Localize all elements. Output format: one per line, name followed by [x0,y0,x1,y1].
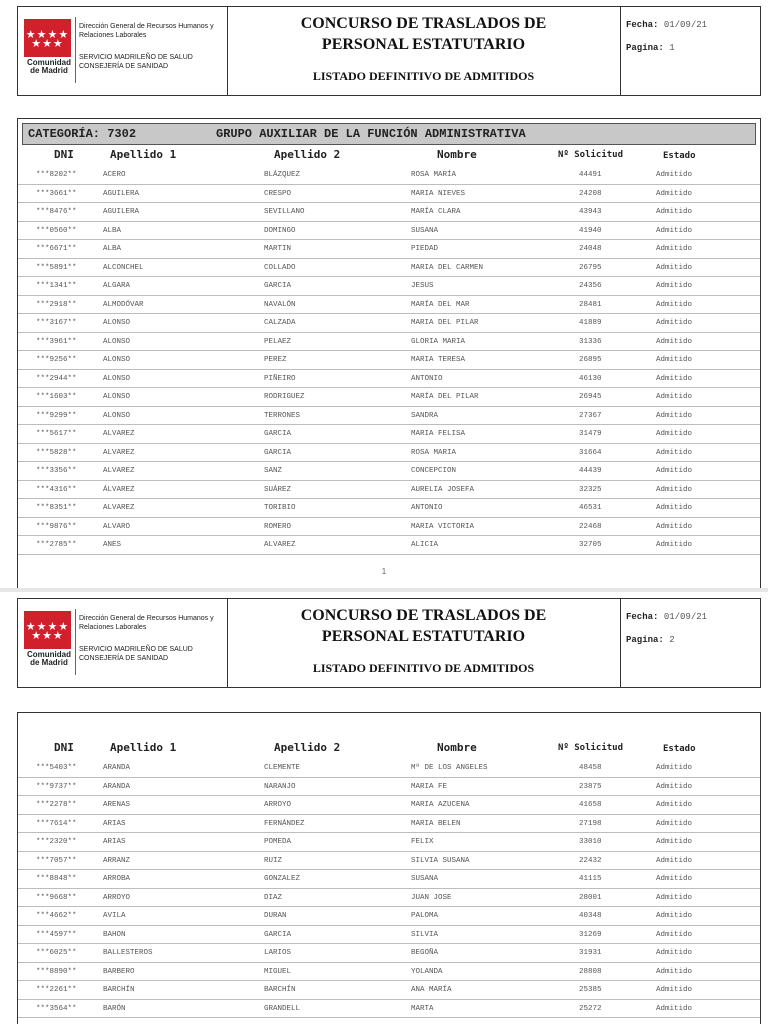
row-nombre: ANA MARÍA [411,986,452,994]
row-solicitud: 24208 [579,189,602,198]
row-apellido1: ALVAREZ [103,467,135,475]
col-estado: Estado [663,151,696,161]
row-apellido2: POMEDA [264,838,292,846]
row-apellido2: TERRONES [264,411,301,420]
info-cell [620,7,760,95]
row-solicitud: 40348 [579,912,602,920]
row-apellido1: ALVARO [103,522,131,531]
row-apellido2: PEREZ [264,356,287,364]
table-row [18,963,760,982]
row-dni: ***9668** [36,893,77,902]
table-row [18,536,760,555]
org-directorate: Dirección General de Recursos Humanos y Relaciones Laborales [79,23,214,39]
row-apellido2: DIAZ [264,893,283,902]
row-dni: ***3961** [36,337,77,346]
col-nombre: Nombre [437,148,477,161]
row-apellido1: BAHON [103,930,126,939]
row-estado: Admitido [656,764,693,772]
row-estado: Admitido [656,522,693,531]
row-apellido2: SEVILLANO [264,208,305,216]
page-header [17,598,761,688]
table-row [18,852,760,871]
category-group: GRUPO AUXILIAR DE LA FUNCIÓN ADMINISTRATIVA [216,127,526,141]
table-row [18,499,760,518]
row-apellido1: ALVAREZ [103,430,135,438]
row-nombre: GLORIA MARIA [411,337,466,346]
row-nombre: SILVIA [411,930,439,939]
row-dni: ***5891** [36,263,77,272]
row-dni: ***2261** [36,986,77,994]
row-nombre: PALOMA [411,912,439,920]
row-apellido2: GONZALEZ [264,875,301,883]
doc-title: CONCURSO DE TRASLADOS DE PERSONAL ESTATUTARIO [300,607,547,645]
table-row [18,981,760,1000]
row-nombre: SANDRA [411,411,439,420]
row-solicitud: 24048 [579,245,602,253]
row-apellido1: ALVAREZ [103,504,135,512]
document-page-2 [0,592,768,1024]
row-dni: ***8202** [36,171,77,179]
row-estado: Admitido [656,245,693,253]
row-solicitud: 43943 [579,208,602,216]
table-row [18,759,760,778]
category-code: CATEGORÍA: 7302 [28,127,137,141]
col-dni: DNI [54,148,74,161]
org-service: SERVICIO MADRILEÑO DE SALUD CONSEJERÍA DE SANIDAD [79,54,193,70]
title-cell [227,7,621,95]
row-apellido2: SANZ [264,467,283,475]
row-estado: Admitido [656,356,693,364]
admitted-list [17,712,761,1024]
row-dni: ***5828** [36,448,77,457]
row-estado: Admitido [656,374,693,383]
row-dni: ***4662** [36,912,77,920]
row-solicitud: 23875 [579,782,602,791]
row-estado: Admitido [656,337,693,346]
info-cell [620,599,760,687]
row-apellido2: ARROYO [264,801,292,809]
row-solicitud: 41115 [579,875,602,883]
pagina: Pagina: 1 [626,43,675,53]
row-nombre: MARÍA DEL PILAR [411,393,479,401]
row-nombre: JESUS [411,282,434,290]
row-estado: Admitido [656,541,693,549]
row-nombre: SILVIA SUSANA [411,856,470,865]
row-solicitud: 32705 [579,541,602,549]
table-row [18,778,760,797]
row-estado: Admitido [656,930,693,939]
table-row [18,889,760,908]
row-apellido2: GRANDELL [264,1004,301,1013]
row-estado: Admitido [656,504,693,512]
row-apellido2: NAVALÓN [264,300,296,309]
row-nombre: ROSA MARIA [411,448,457,457]
table-row [18,203,760,222]
table-row [18,518,760,537]
row-dni: ***8351** [36,504,77,512]
col-solicitud: Nº Solicitud [558,150,624,160]
row-apellido2: ROMERO [264,522,292,531]
logo-cell [18,599,228,687]
table-row [18,259,760,278]
row-apellido1: ALONSO [103,411,131,420]
row-nombre: ANTONIO [411,504,443,512]
row-apellido2: GARCIA [264,930,292,939]
row-solicitud: 41889 [579,319,602,327]
fecha: Fecha: 01/09/21 [626,612,708,622]
row-solicitud: 26895 [579,356,602,364]
table-row [18,222,760,241]
row-apellido1: BARÓN [103,1004,126,1013]
row-dni: ***9299** [36,411,77,420]
row-dni: ***8476** [36,208,77,216]
row-nombre: MARIA FELISA [411,430,466,438]
admitted-list [17,118,761,588]
col-apellido2: Apellido 2 [274,741,341,754]
row-apellido2: CALZADA [264,319,296,327]
row-apellido1: ARRANZ [103,856,131,865]
row-estado: Admitido [656,912,693,920]
row-nombre: ANTONIO [411,374,443,383]
title-cell [227,599,621,687]
category-bar [22,123,756,145]
comunidad-madrid-flag-logo: ★★★★ ★★★ [24,19,71,57]
row-solicitud: 28001 [579,893,602,902]
row-dni: ***3661** [36,189,77,198]
comunidad-madrid-flag-logo: ★★★★ ★★★ [24,611,71,649]
table-row [18,314,760,333]
row-apellido1: ARENAS [103,801,131,809]
row-apellido2: TORIBIO [264,504,296,512]
org-service: SERVICIO MADRILEÑO DE SALUD CONSEJERÍA DE SANIDAD [79,646,193,662]
row-nombre: MARIA TERESA [411,356,466,364]
row-apellido1: ACERO [103,171,126,179]
table-row [18,833,760,852]
row-apellido2: NARANJO [264,782,296,791]
row-nombre: SUSANA [411,875,439,883]
row-estado: Admitido [656,430,693,438]
row-estado: Admitido [656,467,693,475]
row-nombre: ALICIA [411,541,439,549]
row-dni: ***2320** [36,838,77,846]
col-dni: DNI [54,741,74,754]
row-apellido2: CLEMENTE [264,764,301,772]
row-apellido2: DOMINGO [264,226,296,235]
row-dni: ***5403** [36,764,77,772]
doc-subtitle: LISTADO DEFINITIVO DE ADMITIDOS [312,661,535,675]
col-solicitud: Nº Solicitud [558,743,624,753]
row-estado: Admitido [656,801,693,809]
row-solicitud: 26945 [579,393,602,401]
table-row [18,240,760,259]
col-apellido1: Apellido 1 [110,741,177,754]
row-solicitud: 41940 [579,226,602,235]
row-estado: Admitido [656,986,693,994]
row-estado: Admitido [656,226,693,235]
doc-title: CONCURSO DE TRASLADOS DE PERSONAL ESTATUTARIO [300,15,547,53]
row-solicitud: 26795 [579,263,602,272]
row-apellido2: MIGUEL [264,967,292,976]
fecha: Fecha: 01/09/21 [626,20,708,30]
row-nombre: SUSANA [411,226,439,235]
row-nombre: MARIA NIEVES [411,189,466,198]
table-row [18,277,760,296]
row-apellido1: ARROBA [103,875,131,883]
row-apellido2: RODRIGUEZ [264,393,305,401]
row-solicitud: 27367 [579,411,602,420]
row-apellido1: ALCONCHEL [103,263,144,272]
row-apellido1: ALONSO [103,337,131,346]
row-solicitud: 44491 [579,171,602,179]
row-solicitud: 46130 [579,374,602,383]
row-nombre: FELIX [411,838,434,846]
row-dni: ***7614** [36,819,77,828]
row-apellido2: SUÁREZ [264,485,292,494]
row-nombre: JUAN JOSE [411,893,452,902]
row-apellido1: ALBA [103,245,122,253]
col-nombre: Nombre [437,741,477,754]
row-nombre: MARIA FE [411,782,448,791]
table-row [18,370,760,389]
row-nombre: MARIA BELEN [411,819,461,828]
row-solicitud: 31931 [579,949,602,957]
row-apellido1: BARBERO [103,967,135,976]
page-footer-number: 1 [381,567,387,576]
row-estado: Admitido [656,208,693,216]
row-apellido1: ARANDA [103,764,131,772]
row-apellido1: ARROYO [103,893,131,902]
row-apellido2: DURAN [264,912,287,920]
row-estado: Admitido [656,856,693,865]
table-row [18,296,760,315]
row-nombre: MARIA AZUCENA [411,801,470,809]
table-row [18,351,760,370]
rows [18,166,760,555]
row-dni: ***8848** [36,875,77,883]
row-solicitud: 31664 [579,448,602,457]
row-apellido1: BALLESTEROS [103,949,153,957]
row-apellido2: FERNÁNDEZ [264,819,305,828]
row-solicitud: 25272 [579,1004,602,1013]
row-solicitud: 44439 [579,467,602,475]
row-apellido1: ALMODÓVAR [103,300,144,309]
doc-subtitle: LISTADO DEFINITIVO DE ADMITIDOS [312,69,535,83]
row-apellido2: ALVAREZ [264,541,296,549]
row-estado: Admitido [656,893,693,902]
row-nombre: YOLANDA [411,967,443,976]
row-estado: Admitido [656,448,693,457]
table-row [18,907,760,926]
row-dni: ***0560** [36,226,77,235]
row-nombre: Mª DE LOS ANGELES [411,764,488,772]
row-estado: Admitido [656,411,693,420]
row-solicitud: 32325 [579,485,602,494]
row-dni: ***3564** [36,1004,77,1013]
col-estado: Estado [663,744,696,754]
row-solicitud: 22468 [579,522,602,531]
row-estado: Admitido [656,782,693,791]
column-headers [18,741,760,759]
row-solicitud: 48458 [579,764,602,772]
row-estado: Admitido [656,393,693,401]
table-row [18,796,760,815]
row-solicitud: 41658 [579,801,602,809]
row-apellido2: BLÁZQUEZ [264,171,301,179]
logo-cell [18,7,228,95]
table-row [18,333,760,352]
row-estado: Admitido [656,949,693,957]
row-solicitud: 24356 [579,282,602,290]
row-dni: ***9256** [36,356,77,364]
row-apellido2: PIÑEIRO [264,374,296,383]
row-solicitud: 46531 [579,504,602,512]
table-row [18,815,760,834]
row-apellido1: ARANDA [103,782,131,791]
row-apellido1: ALGARA [103,282,131,290]
row-apellido2: GARCIA [264,448,292,457]
row-dni: ***5617** [36,430,77,438]
row-apellido1: ALONSO [103,393,131,401]
row-dni: ***3167** [36,319,77,327]
row-dni: ***8890** [36,967,77,976]
pagina: Pagina: 2 [626,635,675,645]
row-dni: ***3356** [36,467,77,475]
table-row [18,462,760,481]
row-nombre: MARÍA DEL MAR [411,300,470,309]
rows [18,759,760,1018]
row-estado: Admitido [656,171,693,179]
row-apellido2: COLLADO [264,263,296,272]
row-apellido1: AGUILERA [103,189,140,198]
row-dni: ***2918** [36,300,77,309]
row-nombre: ROSA MARÍA [411,171,457,179]
table-row [18,425,760,444]
row-estado: Admitido [656,319,693,327]
row-dni: ***4316** [36,485,77,494]
brand-name: Comunidad de Madrid [27,58,71,75]
row-dni: ***9737** [36,782,77,791]
row-apellido1: AGUILERA [103,208,140,216]
table-row [18,444,760,463]
table-row [18,926,760,945]
row-dni: ***2944** [36,374,77,383]
row-nombre: PIEDAD [411,245,439,253]
row-estado: Admitido [656,189,693,198]
row-estado: Admitido [656,819,693,828]
brand-name: Comunidad de Madrid [27,650,71,667]
col-apellido1: Apellido 1 [110,148,177,161]
row-solicitud: 22432 [579,856,602,865]
table-row [18,166,760,185]
row-dni: ***2785** [36,541,77,549]
row-solicitud: 28481 [579,300,602,309]
table-row [18,870,760,889]
col-apellido2: Apellido 2 [274,148,341,161]
table-row [18,481,760,500]
row-nombre: MARÍA CLARA [411,208,461,216]
row-apellido1: ALVAREZ [103,448,135,457]
row-dni: ***7057** [36,856,77,865]
row-solicitud: 25385 [579,986,602,994]
row-estado: Admitido [656,263,693,272]
row-apellido1: ALBA [103,226,122,235]
row-apellido1: ANES [103,541,122,549]
column-headers [18,148,760,166]
row-solicitud: 31269 [579,930,602,939]
row-nombre: BEGOÑA [411,949,439,957]
row-apellido1: ÁLVAREZ [103,485,135,494]
row-apellido2: LARIOS [264,949,292,957]
row-solicitud: 27198 [579,819,602,828]
row-dni: ***6025** [36,949,77,957]
row-apellido1: ARIAS [103,838,126,846]
row-estado: Admitido [656,282,693,290]
row-estado: Admitido [656,485,693,494]
row-apellido1: ARIAS [103,819,126,828]
row-estado: Admitido [656,838,693,846]
row-nombre: MARTA [411,1004,434,1013]
row-apellido1: ALONSO [103,319,131,327]
row-apellido2: CRESPO [264,189,292,198]
table-row [18,388,760,407]
table-row [18,944,760,963]
row-apellido2: BARCHÍN [264,986,296,994]
row-dni: ***1341** [36,282,77,290]
row-solicitud: 31336 [579,337,602,346]
row-solicitud: 28808 [579,967,602,976]
row-apellido1: ALONSO [103,356,131,364]
org-directorate: Dirección General de Recursos Humanos y Relaciones Laborales [79,615,214,631]
row-apellido2: PELAEZ [264,337,292,346]
row-solicitud: 33010 [579,838,602,846]
row-apellido1: AVILA [103,912,126,920]
row-nombre: MARIA DEL CARMEN [411,263,484,272]
row-nombre: MARIA DEL PILAR [411,319,479,327]
row-dni: ***2278** [36,801,77,809]
row-apellido2: RUIZ [264,856,283,865]
row-solicitud: 31479 [579,430,602,438]
row-nombre: AURELIA JOSEFA [411,485,475,494]
row-estado: Admitido [656,300,693,309]
row-nombre: CONCEPCION [411,467,457,475]
row-dni: ***4597** [36,930,77,939]
table-row [18,407,760,426]
row-dni: ***6671** [36,245,77,253]
table-row [18,185,760,204]
table-row [18,1000,760,1019]
row-dni: ***9876** [36,522,77,531]
row-apellido2: GARCIA [264,430,292,438]
row-apellido2: GARCIA [264,282,292,290]
page-header [17,6,761,96]
row-nombre: MARIA VICTORIA [411,522,475,531]
row-apellido1: ALONSO [103,374,131,383]
row-apellido1: BARCHÍN [103,986,135,994]
row-estado: Admitido [656,875,693,883]
row-dni: ***1603** [36,393,77,401]
row-estado: Admitido [656,967,693,976]
row-estado: Admitido [656,1004,693,1013]
row-apellido2: MARTIN [264,245,292,253]
